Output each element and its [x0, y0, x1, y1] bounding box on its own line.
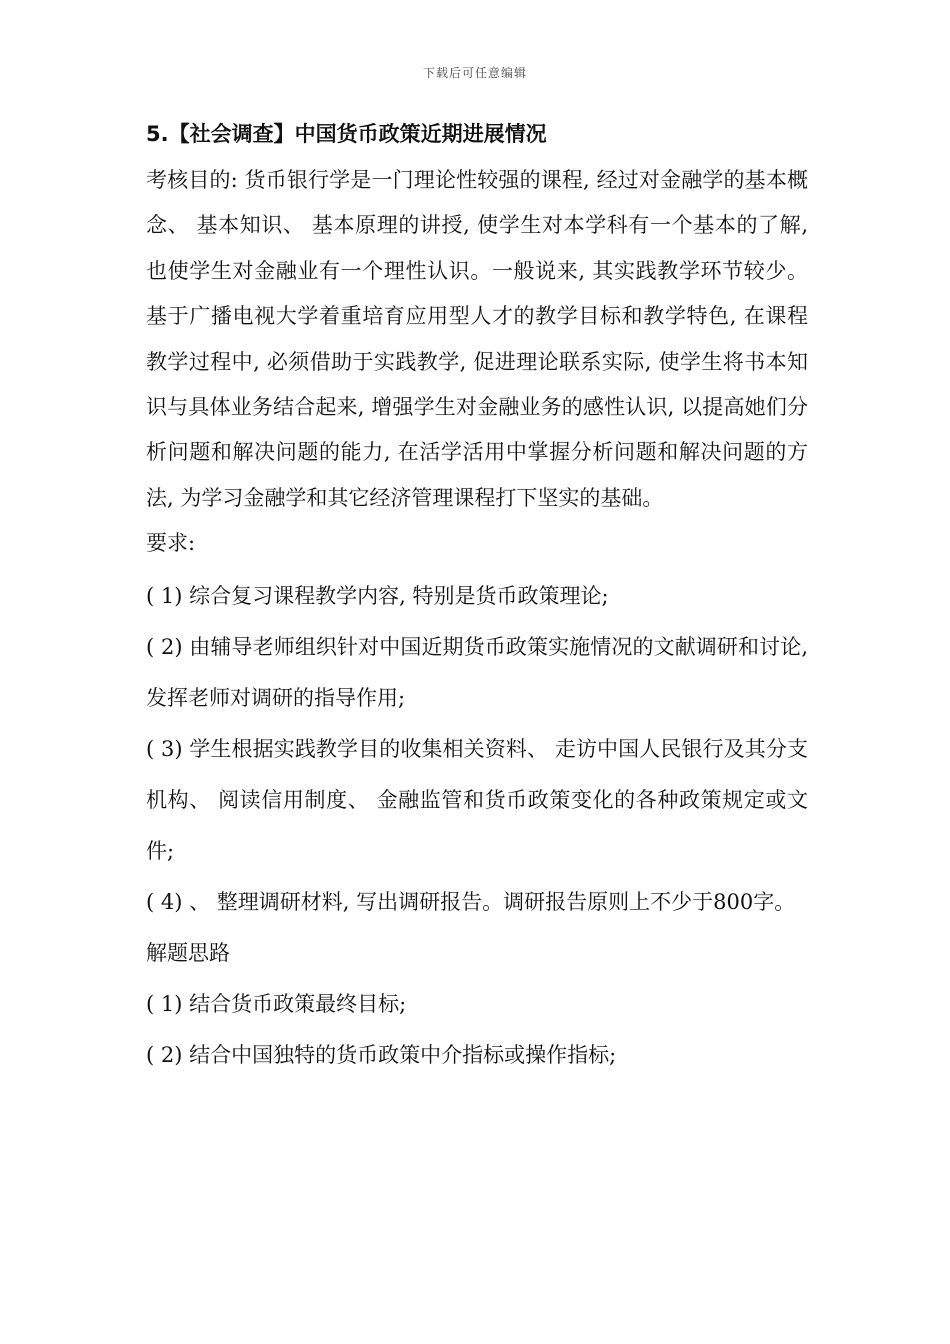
purpose-paragraph: 考核目的: 货币银行学是一门理论性较强的课程, 经过对金融学的基本概念、 基本知识、 基本原理的讲授, 使学生对本学科有一个基本的了解, 也使学生对金融业有一个理性认识。一般说来, 其实践教学环节较少。基于广播电视大学着重培育应用型人才的教学目标和教学特色, 在课程教学过程中, 必须借助于实践教学, 促进理论联系实际, 使学生将书本知识与具体业务结合起来, 增强学生对金融业务的感性认识, 以提高她们分析问题和解决问题的能力, 在活学活用中掌握分析问题和解决问题的方法, 为学习金融学和其它经济管理课程打下坚实的基础。: [146, 168, 808, 510]
requirement-item-2: ( 2) 由辅导老师组织针对中国近期货币政策实施情况的文献调研和讨论, 发挥老师对调研的指导作用;: [146, 634, 808, 710]
requirements-heading: 要求:: [146, 531, 196, 556]
approach-heading: 解题思路: [146, 940, 230, 965]
section-title: 5.【社会调查】中国货币政策近期进展情况: [146, 122, 547, 146]
page-header: 下载后可任意编辑: [422, 66, 527, 80]
requirement-item-3: ( 3) 学生根据实践教学目的收集相关资料、 走访中国人民银行及其分支机构、 阅读信用制度、 金融监管和货币政策变化的各种政策规定或文件;: [146, 736, 808, 863]
document-body: [146, 118, 808, 1081]
approach-item-2: ( 2) 结合中国独特的货币政策中介指标或操作指标;: [146, 1042, 617, 1067]
requirement-item-1: ( 1) 综合复习课程教学内容, 特别是货币政策理论;: [146, 583, 609, 608]
approach-item-1: ( 1) 结合货币政策最终目标;: [146, 991, 407, 1016]
requirement-item-4: ( 4) 、 整理调研材料, 写出调研报告。调研报告原则上不少于800字。: [146, 889, 796, 914]
